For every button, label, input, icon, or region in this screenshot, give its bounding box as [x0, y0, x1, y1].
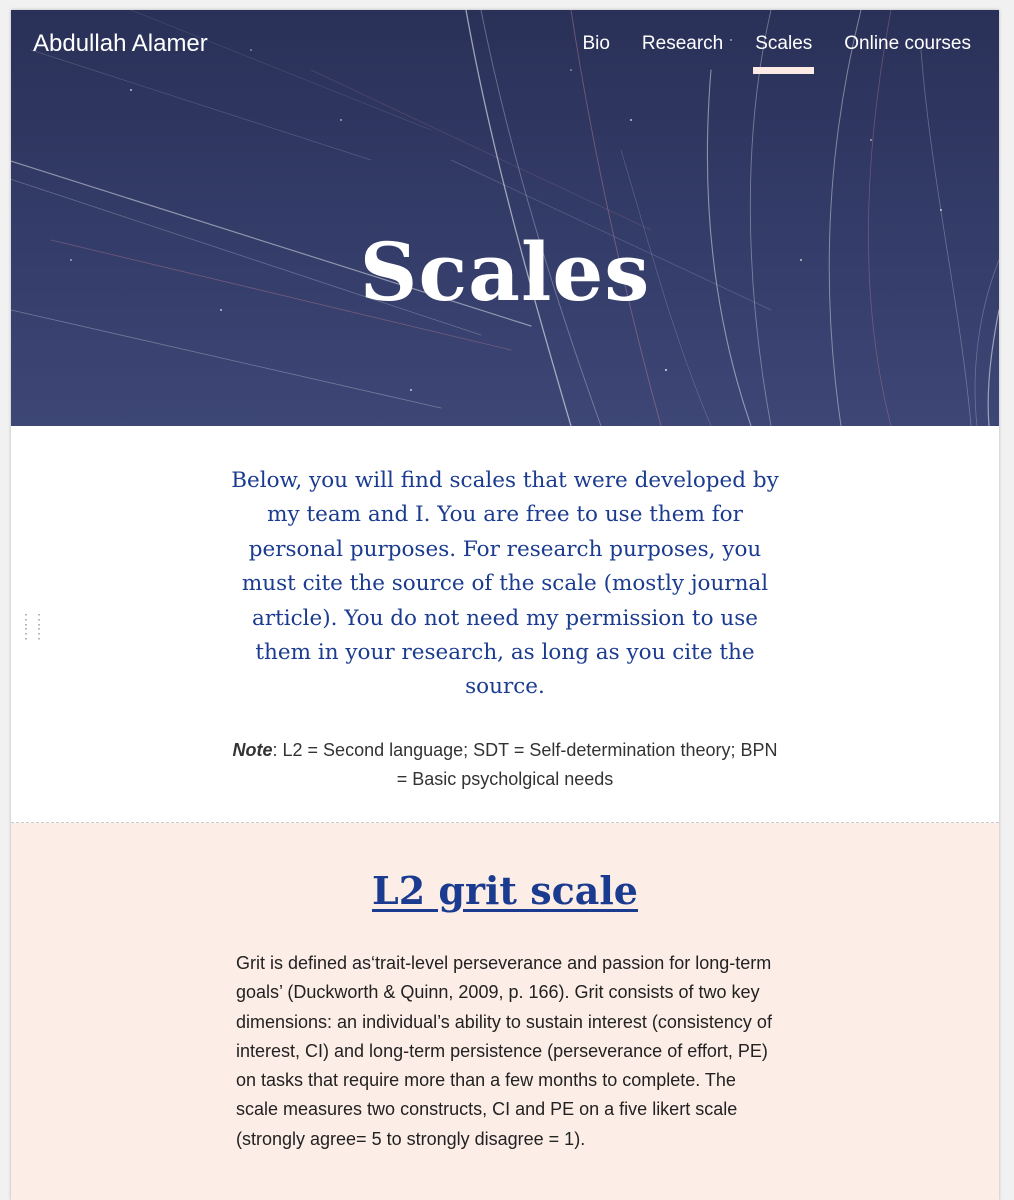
nav-item-scales[interactable]: Scales: [755, 31, 812, 57]
nav-item-bio[interactable]: Bio: [582, 33, 610, 54]
note-text: [226, 736, 784, 794]
site-title[interactable]: Abdullah Alamer: [33, 30, 208, 57]
nav-item-online-courses[interactable]: Online courses: [844, 33, 971, 54]
main-nav: [582, 31, 971, 57]
intro-section: [11, 426, 999, 822]
drag-handle-icon[interactable]: ⋮⋮ ⋮⋮: [19, 611, 45, 641]
page-title: Scales: [359, 224, 651, 319]
star-trails-background: [11, 10, 999, 426]
grit-description: Grit is defined as‘trait-level perseverance and passion for long-term goals’ (Duckworth & Quinn, 2009, p. 166). Grit consists of two key dimensions: an individual’s ability to sustain interest (consistency of interest, CI) and long-term persistence (perseverance of effort, PE) on tasks that require more than a few months to complete. The scale measures two constructs, CI and PE on a five likert scale (strongly agree= 5 to strongly disagree = 1).: [236, 953, 772, 1149]
page: [11, 10, 999, 1200]
note-body: : L2 = Second language; SDT = Self-determination theory; BPN = Basic psycholgical needs: [272, 740, 778, 789]
grit-section: [11, 823, 999, 1200]
intro-text: Below, you will find scales that were developed by my team and I. You are free to use them for personal purposes. For research purposes, you must cite the source of the scale (mostly journal article). You do not need my permission to use them in your research, as long as you cite the source.: [231, 468, 779, 700]
nav-item-research[interactable]: Research: [641, 33, 724, 54]
note-label: Note: [232, 740, 273, 760]
hero-banner: [11, 10, 999, 426]
grit-scale-link[interactable]: L2 grit scale: [372, 868, 638, 913]
